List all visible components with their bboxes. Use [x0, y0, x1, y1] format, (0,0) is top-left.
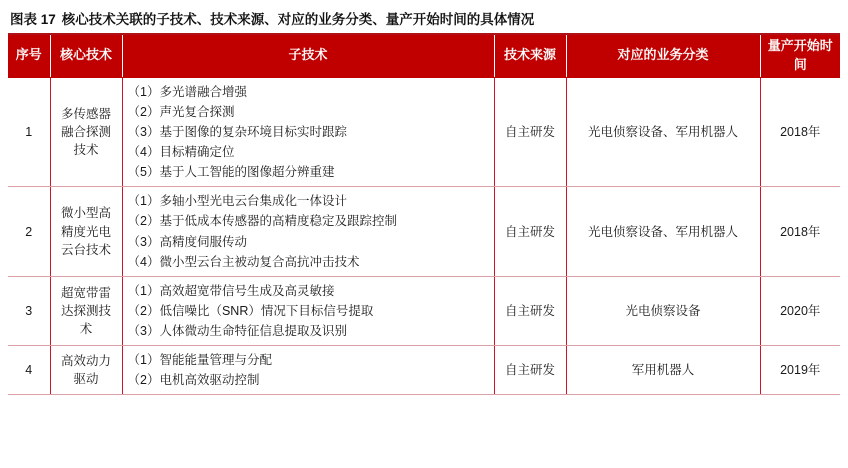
- table-row: [8, 77, 840, 187]
- cell-business-category: 光电侦察设备、军用机器人: [566, 187, 760, 277]
- table-row: [8, 346, 840, 395]
- cell-core-tech: 微小型高精度光电云台技术: [50, 187, 122, 277]
- cell-index: 1: [8, 77, 50, 187]
- cell-core-tech: 多传感器融合探测技术: [50, 77, 122, 187]
- cell-index: 3: [8, 276, 50, 345]
- figure-title: [8, 6, 840, 33]
- figure-title-text: 核心技术关联的子技术、技术来源、对应的业务分类、量产开始时间的具体情况: [61, 12, 535, 27]
- sub-tech-list: [128, 82, 489, 183]
- header-core-tech: 核心技术: [50, 34, 122, 77]
- cell-tech-source: 自主研发: [494, 346, 566, 395]
- sub-tech-item: （2）电机高效驱动控制: [127, 373, 260, 388]
- header-index: 序号: [8, 34, 50, 77]
- cell-core-tech: 高效动力驱动: [50, 346, 122, 395]
- sub-tech-list: [128, 191, 489, 272]
- cell-index: 2: [8, 187, 50, 277]
- sub-tech-list: [128, 281, 489, 341]
- table-header: [8, 34, 840, 77]
- sub-tech-item: （1）多轴小型光电云台集成化一体设计: [127, 194, 347, 209]
- sub-tech-item: （5）基于人工智能的图像超分辨重建: [127, 165, 335, 180]
- header-business-category: 对应的业务分类: [566, 34, 760, 77]
- sub-tech-item: （2）低信噪比（SNR）情况下目标信号提取: [127, 303, 374, 318]
- cell-tech-source: 自主研发: [494, 187, 566, 277]
- sub-tech-item: （4）微小型云台主被动复合高抗冲击技术: [127, 254, 360, 269]
- cell-tech-source: 自主研发: [494, 276, 566, 345]
- sub-tech-item: （1）智能能量管理与分配: [127, 353, 272, 368]
- header-tech-source: 技术来源: [494, 34, 566, 77]
- cell-sub-tech: [122, 77, 494, 187]
- cell-sub-tech: [122, 187, 494, 277]
- sub-tech-item: （1）高效超宽带信号生成及高灵敏接: [127, 283, 335, 298]
- sub-tech-item: （4）目标精确定位: [127, 145, 235, 160]
- sub-tech-item: （3）高精度伺服传动: [127, 234, 247, 249]
- cell-tech-source: 自主研发: [494, 77, 566, 187]
- cell-business-category: 军用机器人: [566, 346, 760, 395]
- table-body: [8, 77, 840, 395]
- cell-business-category: 光电侦察设备、军用机器人: [566, 77, 760, 187]
- cell-index: 4: [8, 346, 50, 395]
- header-sub-tech: 子技术: [122, 34, 494, 77]
- sub-tech-item: （2）声光复合探测: [127, 104, 235, 119]
- figure-title-label: 图表 17: [10, 12, 56, 27]
- cell-mass-production-time: 2018年: [760, 187, 840, 277]
- table-row: [8, 276, 840, 345]
- sub-tech-item: （3）基于图像的复杂环境目标实时跟踪: [127, 124, 347, 139]
- sub-tech-item: （2）基于低成本传感器的高精度稳定及跟踪控制: [127, 214, 397, 229]
- cell-mass-production-time: 2020年: [760, 276, 840, 345]
- cell-sub-tech: [122, 276, 494, 345]
- tech-table: [8, 33, 840, 395]
- cell-sub-tech: [122, 346, 494, 395]
- table-header-row: [8, 34, 840, 77]
- table-row: [8, 187, 840, 277]
- cell-mass-production-time: 2018年: [760, 77, 840, 187]
- sub-tech-item: （1）多光谱融合增强: [127, 84, 247, 99]
- sub-tech-list: [128, 350, 489, 390]
- cell-core-tech: 超宽带雷达探测技术: [50, 276, 122, 345]
- sub-tech-item: （3）人体微动生命特征信息提取及识别: [127, 324, 347, 339]
- header-mass-production-time: 量产开始时间: [760, 34, 840, 77]
- cell-mass-production-time: 2019年: [760, 346, 840, 395]
- cell-business-category: 光电侦察设备: [566, 276, 760, 345]
